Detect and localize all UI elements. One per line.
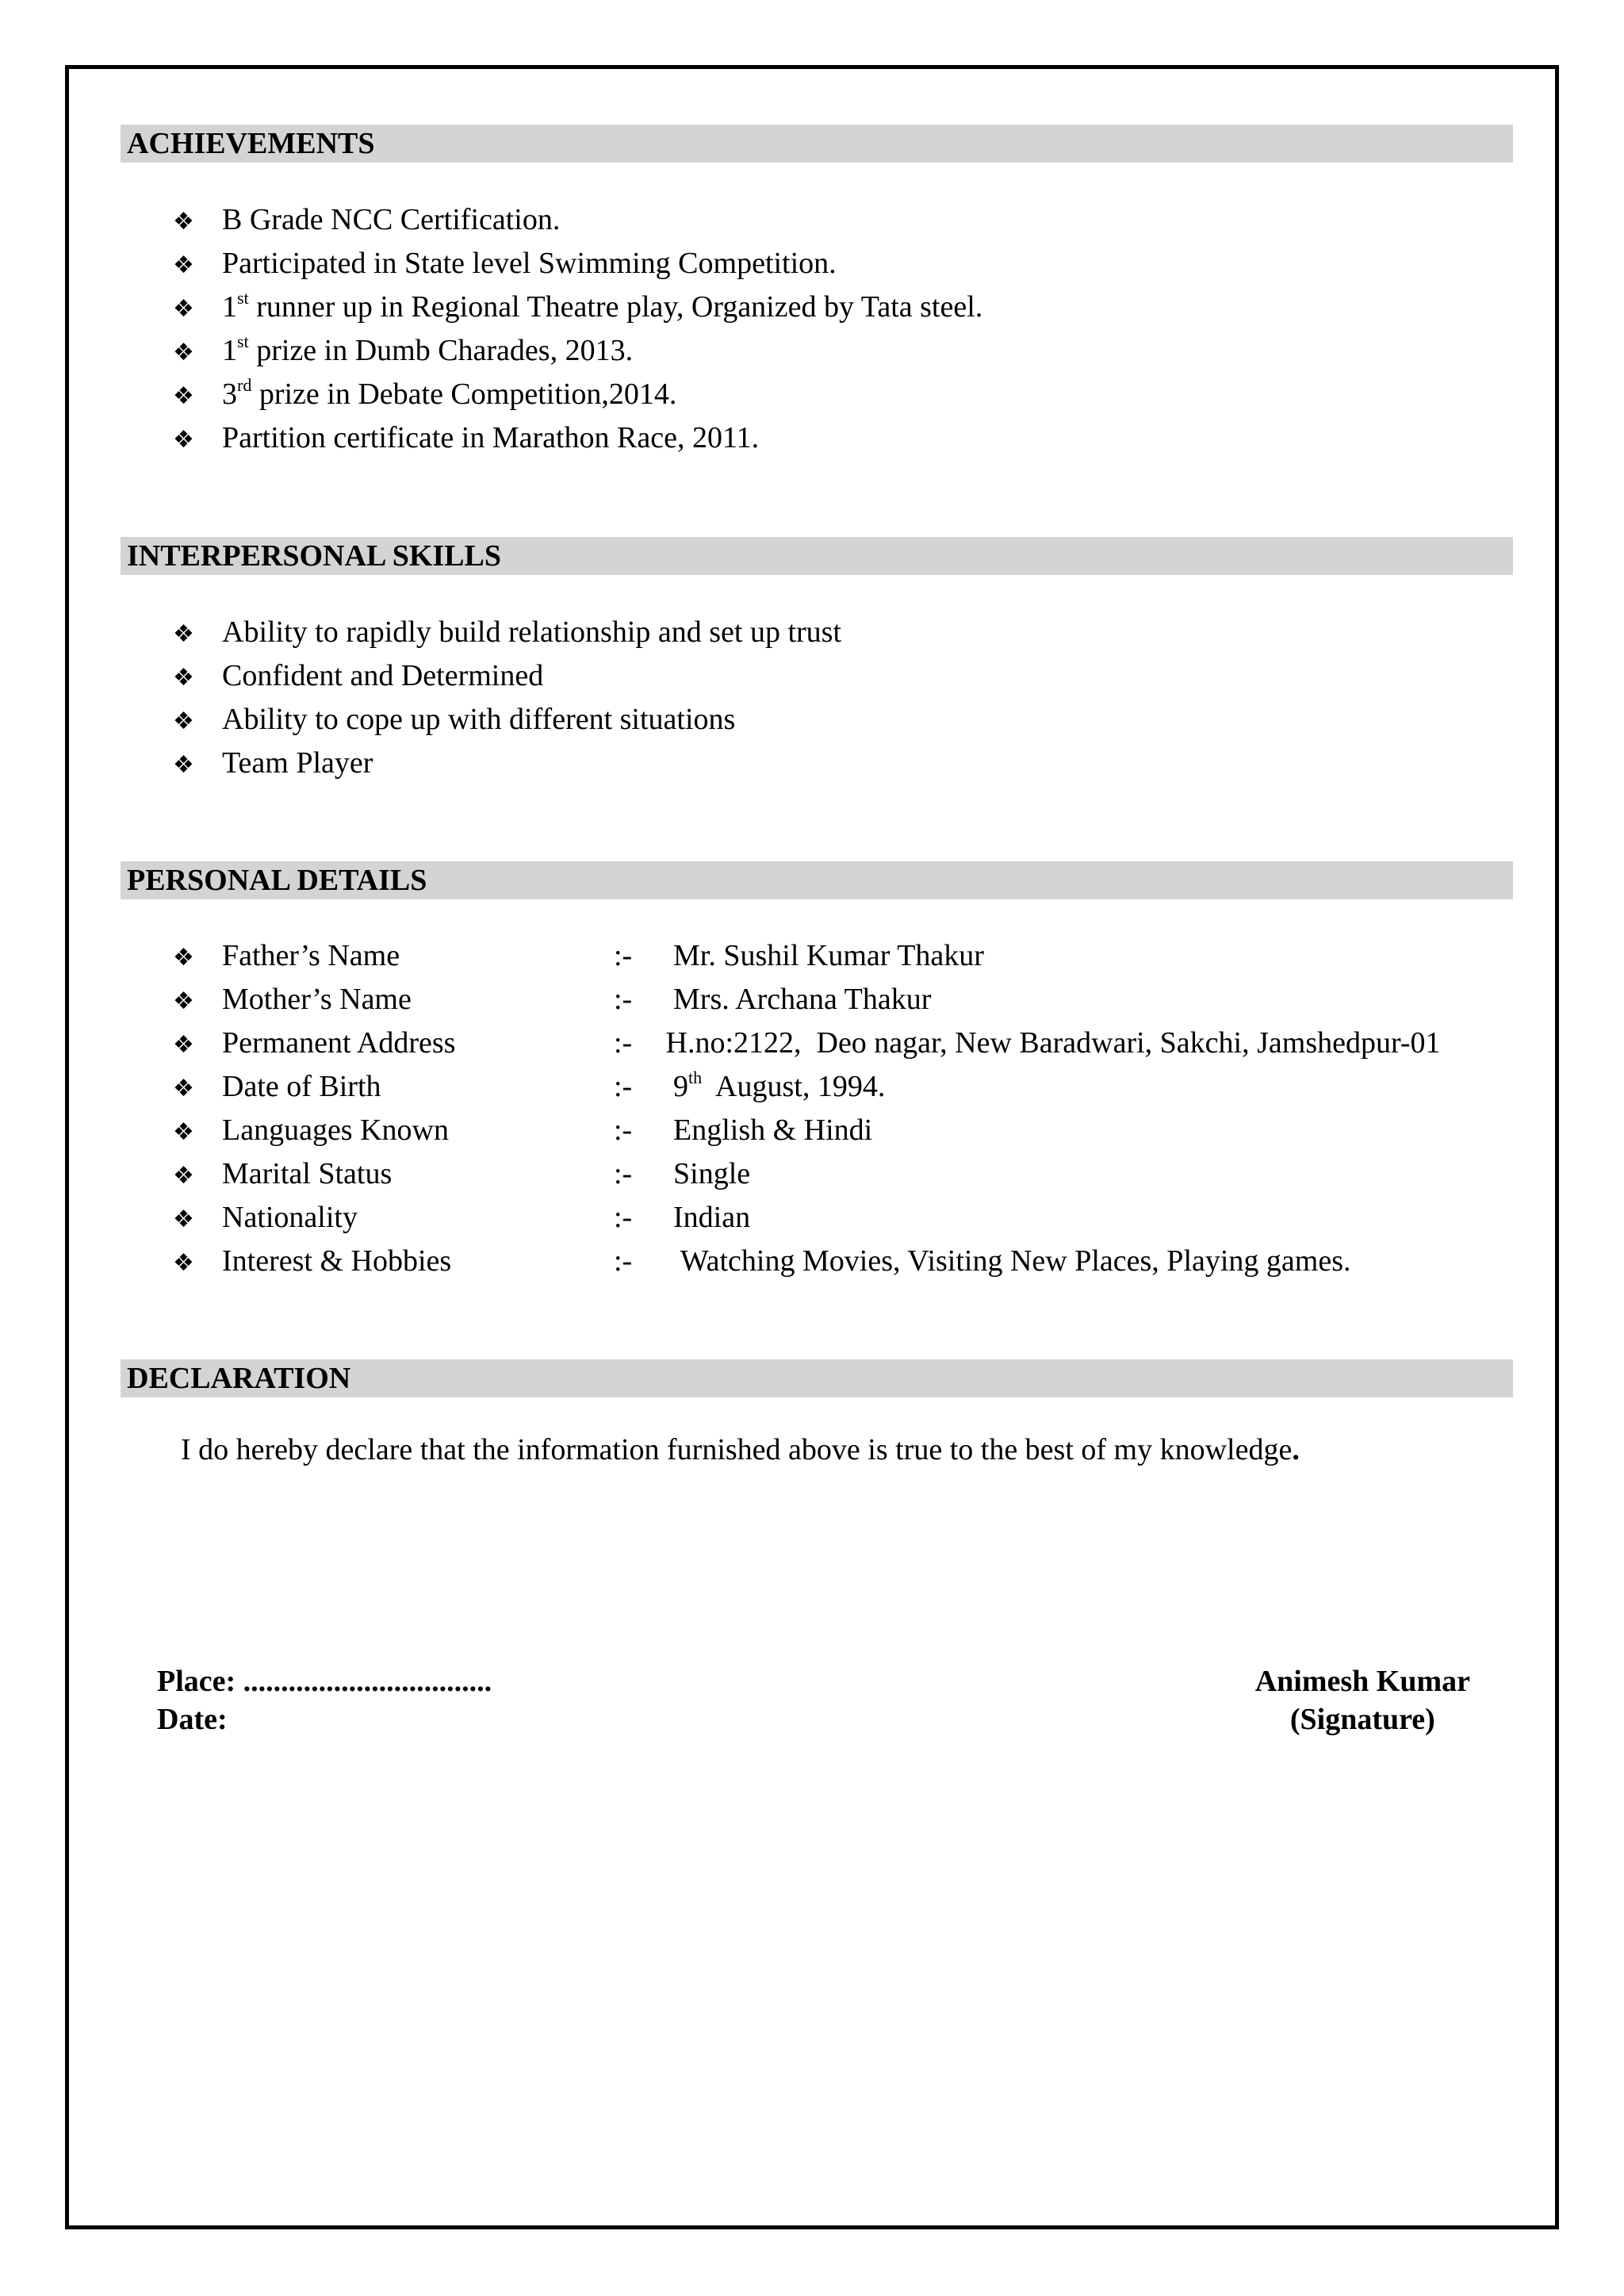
achievement-item: [173, 198, 982, 242]
section-heading-interpersonal-skills: INTERPERSONAL SKILLS: [121, 537, 1513, 575]
detail-value: Indian: [658, 1201, 751, 1234]
detail-separator: :-: [614, 1026, 633, 1060]
skill-text: Ability to cope up with different situations: [222, 703, 736, 736]
declaration-body: I do hereby declare that the information furnished above is true to the best of my knowledge: [181, 1433, 1293, 1466]
detail-separator: :-: [614, 939, 633, 972]
skill-item: [173, 654, 841, 698]
personal-detail-row: [173, 1065, 1441, 1109]
place-label: Place:: [157, 1665, 236, 1698]
detail-separator: :-: [614, 1157, 633, 1190]
achievement-text: prize in Dumb Charades, 2013.: [248, 334, 634, 367]
detail-value: H.no:2122, Deo nagar, New Baradwari, Sakchi, Jamshedpur-01: [658, 1026, 1441, 1060]
detail-label: Languages Known: [222, 1114, 449, 1147]
personal-details-list: [173, 934, 1441, 1283]
diamond-bullet-icon: ❖: [173, 944, 194, 972]
detail-label: Interest & Hobbies: [222, 1244, 452, 1278]
interpersonal-skills-list: [173, 611, 841, 785]
achievement-text: runner up in Regional Theatre play, Organized by Tata steel.: [248, 290, 983, 324]
detail-label: Nationality: [222, 1201, 358, 1234]
detail-separator: :-: [614, 1201, 633, 1234]
achievement-rank: 1: [222, 290, 237, 324]
diamond-bullet-icon: ❖: [173, 1075, 194, 1102]
achievement-text: Partition certificate in Marathon Race, 2011.: [222, 421, 760, 454]
diamond-bullet-icon: ❖: [173, 664, 194, 692]
skill-text: Ability to rapidly build relationship and set up trust: [222, 615, 842, 649]
diamond-bullet-icon: ❖: [173, 1031, 194, 1059]
skill-item: [173, 742, 841, 785]
personal-detail-row: [173, 1022, 1441, 1065]
signature-block: [1255, 1662, 1470, 1738]
detail-separator: :-: [614, 983, 633, 1016]
skill-item: [173, 698, 841, 742]
place-value: .................................: [243, 1665, 492, 1698]
skill-text: Confident and Determined: [222, 659, 544, 692]
achievement-text: prize in Debate Competition,2014.: [251, 378, 677, 411]
achievement-rank-suffix: st: [237, 288, 249, 309]
section-heading-achievements: ACHIEVEMENTS: [121, 125, 1513, 163]
detail-value: Mrs. Archana Thakur: [658, 983, 932, 1016]
detail-label: Marital Status: [222, 1157, 393, 1190]
declaration-text: [181, 1432, 1300, 1467]
skill-item: [173, 611, 841, 654]
achievement-item: [173, 329, 982, 373]
signatory-name: Animesh Kumar: [1254, 1665, 1470, 1698]
detail-label: Date of Birth: [222, 1070, 381, 1103]
detail-label: Mother’s Name: [222, 983, 412, 1016]
achievement-rank: 3: [222, 378, 237, 411]
achievement-rank-suffix: rd: [237, 375, 252, 396]
diamond-bullet-icon: ❖: [173, 339, 194, 366]
skill-text: Team Player: [222, 746, 373, 780]
achievement-item: [173, 286, 982, 329]
achievement-rank: 1: [222, 334, 237, 367]
personal-detail-row: [173, 934, 1441, 978]
achievement-text: B Grade NCC Certification.: [222, 203, 561, 236]
date-label: Date:: [157, 1703, 228, 1736]
detail-label: Permanent Address: [222, 1026, 456, 1060]
personal-detail-row: [173, 1196, 1441, 1240]
detail-separator: :-: [614, 1244, 633, 1278]
diamond-bullet-icon: ❖: [173, 295, 194, 323]
diamond-bullet-icon: ❖: [173, 208, 194, 236]
detail-value: August, 1994.: [702, 1070, 886, 1103]
detail-value: English & Hindi: [658, 1114, 873, 1147]
detail-value: Mr. Sushil Kumar Thakur: [658, 939, 984, 972]
achievement-rank-suffix: st: [237, 332, 249, 352]
diamond-bullet-icon: ❖: [173, 707, 194, 735]
detail-value: Watching Movies, Visiting New Places, Playing games.: [658, 1244, 1351, 1278]
achievement-item: [173, 242, 982, 286]
declaration-end: .: [1292, 1433, 1300, 1466]
personal-detail-row: [173, 1109, 1441, 1152]
diamond-bullet-icon: ❖: [173, 426, 194, 454]
diamond-bullet-icon: ❖: [173, 382, 194, 410]
detail-label: Father’s Name: [222, 939, 400, 972]
diamond-bullet-icon: ❖: [173, 251, 194, 279]
detail-value-day: 9: [658, 1070, 688, 1103]
diamond-bullet-icon: ❖: [173, 1249, 194, 1277]
detail-value: Single: [658, 1157, 751, 1190]
diamond-bullet-icon: ❖: [173, 751, 194, 779]
section-heading-personal-details: PERSONAL DETAILS: [121, 861, 1513, 899]
achievements-list: [173, 198, 982, 460]
personal-detail-row: [173, 978, 1441, 1022]
achievement-item: [173, 416, 982, 460]
detail-separator: :-: [614, 1114, 633, 1147]
diamond-bullet-icon: ❖: [173, 1162, 194, 1190]
place-date-block: [157, 1662, 492, 1738]
detail-separator: :-: [614, 1070, 633, 1103]
personal-detail-row: [173, 1152, 1441, 1196]
detail-value-suffix: th: [688, 1068, 703, 1088]
diamond-bullet-icon: ❖: [173, 1205, 194, 1233]
diamond-bullet-icon: ❖: [173, 987, 194, 1015]
diamond-bullet-icon: ❖: [173, 620, 194, 648]
signature-label: (Signature): [1289, 1703, 1435, 1736]
achievement-text: Participated in State level Swimming Competition.: [222, 247, 837, 280]
achievement-item: [173, 373, 982, 416]
personal-detail-row: [173, 1240, 1441, 1283]
diamond-bullet-icon: ❖: [173, 1118, 194, 1146]
section-heading-declaration: DECLARATION: [121, 1359, 1513, 1397]
